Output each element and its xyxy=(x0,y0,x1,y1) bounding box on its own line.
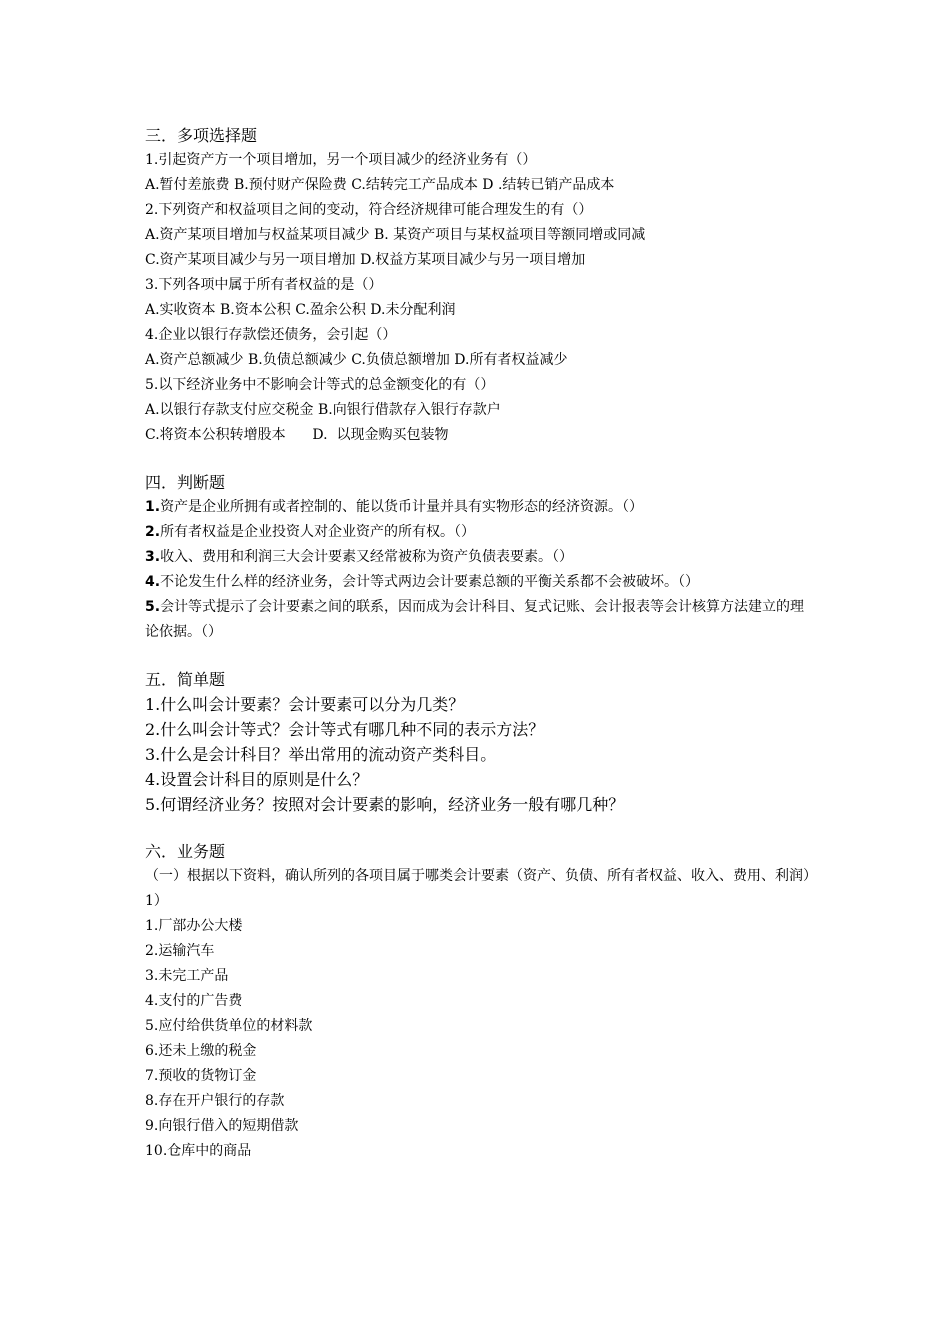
question-line: 1.什么叫会计要素？会计要素可以分为几类？ xyxy=(145,695,465,714)
judgment-item xyxy=(145,545,815,570)
judgment-item xyxy=(145,495,815,520)
spacer xyxy=(145,645,815,668)
list-item: 5.应付给供货单位的材料款 xyxy=(145,1018,313,1034)
question-line: 4.企业以银行存款偿还债务，会引起（） xyxy=(145,327,397,343)
spacer xyxy=(145,817,815,840)
section-true-false xyxy=(145,471,815,645)
section-business xyxy=(145,840,815,1164)
section-multiple-choice xyxy=(145,124,815,448)
option-line: C.将资本公积转增股本 D. 以现金购买包装物 xyxy=(145,427,449,443)
list-item: 10.仓库中的商品 xyxy=(145,1143,252,1159)
sub-heading: 1） xyxy=(145,893,168,909)
document-page xyxy=(145,124,815,1164)
list-item: 7.预收的货物订金 xyxy=(145,1068,257,1084)
option-line: A.资产总额减少 B.负债总额减少 C.负债总额增加 D.所有者权益减少 xyxy=(145,352,568,368)
section-title: 三．多项选择题 xyxy=(145,126,258,145)
item-number: 5. xyxy=(145,599,161,615)
item-text: 所有者权益是企业投资人对企业资产的所有权。（） xyxy=(160,524,476,540)
question-line: 5.以下经济业务中不影响会计等式的总金额变化的有（） xyxy=(145,377,495,393)
list-item: 3.未完工产品 xyxy=(145,968,229,984)
judgment-item xyxy=(145,520,815,545)
section-title: 五．简单题 xyxy=(145,670,226,689)
item-text: 收入、费用和利润三大会计要素又经常被称为资产负债表要素。（） xyxy=(160,549,574,565)
judgment-item xyxy=(145,570,815,595)
section-short-answer xyxy=(145,668,815,817)
item-number: 1. xyxy=(145,499,161,515)
section-intro: （一）根据以下资料，确认所列的各项目属于哪类会计要素（资产、负债、所有者权益、收入、费用、利润） xyxy=(145,868,817,884)
item-text: 资产是企业所拥有或者控制的、能以货币计量并具有实物形态的经济资源。（） xyxy=(160,499,644,515)
question-line: 2.什么叫会计等式？会计等式有哪几种不同的表示方法？ xyxy=(145,720,545,739)
list-item: 1.厂部办公大楼 xyxy=(145,918,243,934)
item-number: 2. xyxy=(145,524,161,540)
list-item: 6.还未上缴的税金 xyxy=(145,1043,257,1059)
item-text: 会计等式提示了会计要素之间的联系，因而成为会计科目、复式记账、会计报表等会计核算方法建立的理论依据。（） xyxy=(145,599,805,640)
list-item: 2.运输汽车 xyxy=(145,943,215,959)
option-line: A.以银行存款支付应交税金 B.向银行借款存入银行存款户 xyxy=(145,402,501,418)
option-line: C.资产某项目减少与另一项目增加 D.权益方某项目减少与另一项目增加 xyxy=(145,252,586,268)
item-number: 4. xyxy=(145,574,161,590)
question-line: 5.何谓经济业务？按照对会计要素的影响，经济业务一般有哪几种？ xyxy=(145,795,625,814)
question-line: 4.设置会计科目的原则是什么？ xyxy=(145,770,369,789)
item-text: 不论发生什么样的经济业务，会计等式两边会计要素总额的平衡关系都不会被破坏。（） xyxy=(160,574,700,590)
question-line: 3.什么是会计科目？举出常用的流动资产类科目。 xyxy=(145,745,497,764)
list-item: 9.向银行借入的短期借款 xyxy=(145,1118,299,1134)
option-line: A.资产某项目增加与权益某项目减少 B. 某资产项目与某权益项目等额同增或同减 xyxy=(145,227,646,243)
question-line: 1.引起资产方一个项目增加，另一个项目减少的经济业务有（） xyxy=(145,152,537,168)
item-number: 3. xyxy=(145,549,161,565)
question-line: 3.下列各项中属于所有者权益的是（） xyxy=(145,277,383,293)
judgment-item xyxy=(145,595,815,645)
section-title: 四．判断题 xyxy=(145,473,226,492)
option-line: A.暂付差旅费 B.预付财产保险费 C.结转完工产品成本 D .结转已销产品成本 xyxy=(145,177,615,193)
section-title: 六．业务题 xyxy=(145,842,226,861)
list-item: 4.支付的广告费 xyxy=(145,993,243,1009)
option-line: A.实收资本 B.资本公积 C.盈余公积 D.未分配利润 xyxy=(145,302,456,318)
question-line: 2.下列资产和权益项目之间的变动，符合经济规律可能合理发生的有（） xyxy=(145,202,593,218)
list-item: 8.存在开户银行的存款 xyxy=(145,1093,285,1109)
spacer xyxy=(145,448,815,471)
